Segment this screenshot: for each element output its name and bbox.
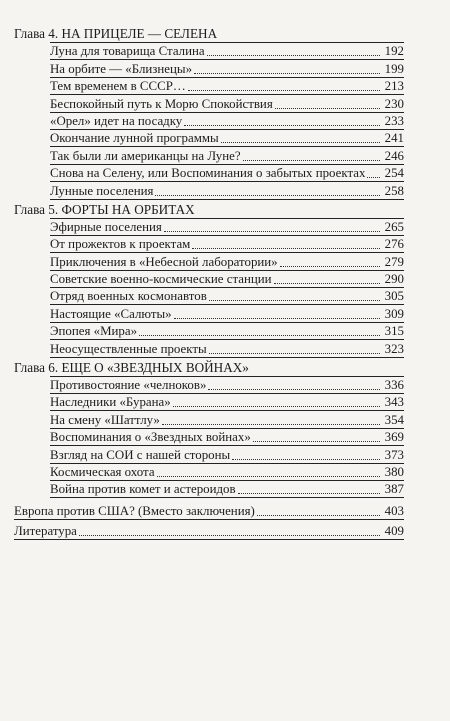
toc-entry: [50, 429, 404, 446]
toc-entry-title: Война против комет и астероидов: [50, 482, 236, 497]
leader-dots: [209, 299, 380, 301]
toc-entry: [50, 340, 404, 357]
chapter-heading: [14, 202, 404, 219]
toc-entry-page: 323: [384, 341, 404, 356]
toc-entry-page: 336: [384, 378, 404, 393]
chapter-entries: [50, 43, 404, 200]
toc-entry: [50, 147, 404, 164]
leader-dots: [173, 405, 380, 407]
leader-dots: [192, 247, 380, 249]
toc-entry-page: 354: [384, 412, 404, 427]
leader-dots: [208, 388, 380, 390]
toc-entry-page: 387: [384, 482, 404, 497]
toc-entry-title: Окончание лунной программы: [50, 131, 219, 146]
leader-dots: [155, 194, 380, 196]
chapter-heading-text: Глава 6. ЕЩЕ О «ЗВЕЗДНЫХ ВОЙНАХ»: [14, 359, 249, 375]
leader-dots: [139, 334, 380, 336]
leader-dots: [243, 159, 380, 161]
toc-entry-page: 265: [384, 219, 404, 234]
leader-dots: [174, 317, 380, 319]
leader-dots: [164, 230, 380, 232]
toc-entry-page: 343: [384, 395, 404, 410]
toc-entry-title: Отряд военных космонавтов: [50, 289, 207, 304]
toc-entry-title: «Орел» идет на посадку: [50, 113, 183, 128]
toc-entry-title: От прожектов к проектам: [50, 237, 191, 252]
toc-entry-page: 233: [384, 113, 404, 128]
toc-entry-page: 403: [384, 503, 404, 518]
toc-entry: [50, 377, 404, 394]
leader-dots: [194, 72, 380, 74]
chapter-entries: [50, 377, 404, 499]
toc-entry-title: Взгляд на СОИ с нашей стороны: [50, 447, 231, 462]
toc-entry-page: 279: [384, 254, 404, 269]
toc-entry-page: 309: [384, 306, 404, 321]
toc-entry-page: 373: [384, 447, 404, 462]
toc-entry-title: Приключения в «Небесной лаборатории»: [50, 254, 278, 269]
toc-entry: [50, 236, 404, 253]
leader-dots: [274, 282, 380, 284]
leader-dots: [188, 89, 380, 91]
toc-entry-title: Литература: [14, 524, 77, 539]
chapter-heading-text: Глава 4. НА ПРИЦЕЛЕ — СЕЛЕНА: [14, 26, 218, 41]
toc-entry: [50, 446, 404, 463]
toc-entry-title: На смену «Шаттлу»: [50, 412, 160, 427]
toc-entry-literature: [14, 523, 404, 540]
toc-entry-page: 305: [384, 289, 404, 304]
toc-entry-page: 246: [384, 148, 404, 163]
leader-dots: [221, 141, 380, 143]
chapter-underline: [50, 376, 404, 377]
toc-entry: [50, 95, 404, 112]
toc-entry-title: Снова на Селену, или Воспоминания о забытых проектах: [50, 166, 366, 181]
toc-entry: [50, 130, 404, 147]
toc-entry-page: 369: [384, 430, 404, 445]
toc-entry-title: Тем временем в СССР…: [50, 79, 186, 94]
leader-dots: [275, 107, 380, 109]
table-of-contents: [14, 26, 404, 540]
toc-entry-page: 276: [384, 237, 404, 252]
leader-dots: [280, 265, 380, 267]
toc-entry-page: 230: [384, 96, 404, 111]
toc-entry-page: 213: [384, 79, 404, 94]
toc-entry: [50, 43, 404, 60]
toc-entry-title: Луна для товарища Сталина: [50, 44, 205, 59]
toc-entry: [50, 323, 404, 340]
leader-dots: [257, 514, 380, 516]
toc-entry-title: Лунные поселения: [50, 183, 154, 198]
leader-dots: [162, 423, 380, 425]
toc-entry-page: 199: [384, 61, 404, 76]
toc-entry-title: На орбите — «Близнецы»: [50, 61, 193, 76]
toc-entry-title: Так были ли американцы на Луне?: [50, 148, 241, 163]
toc-entry-page: 315: [384, 324, 404, 339]
leader-dots: [238, 492, 380, 494]
toc-entry: [50, 253, 404, 270]
toc-entry-page: 192: [384, 44, 404, 59]
toc-entry-title: Европа против США? (Вместо заключения): [14, 503, 255, 518]
chapter-heading: [14, 26, 404, 43]
toc-entry: [50, 271, 404, 288]
toc-entry-page: 290: [384, 272, 404, 287]
leader-dots: [232, 458, 380, 460]
toc-entry-title: Советские военно-космические станции: [50, 272, 272, 287]
leader-dots: [253, 440, 380, 442]
chapter-entries: [50, 219, 404, 358]
chapter-underline: [50, 42, 404, 43]
toc-entry-title: Эпопея «Мира»: [50, 324, 138, 339]
toc-entry-title: Беспокойный путь к Морю Спокойствия: [50, 96, 273, 111]
toc-entry-title: Воспоминания о «Звездных войнах»: [50, 430, 251, 445]
toc-entry-title: Неосуществленные проекты: [50, 341, 207, 356]
toc-entry: [50, 481, 404, 498]
toc-entry: [50, 165, 404, 182]
toc-entry-title: Настоящие «Салюты»: [50, 306, 172, 321]
leader-dots: [209, 352, 380, 354]
toc-entry-title: Наследники «Бурана»: [50, 395, 171, 410]
leader-dots: [367, 176, 380, 178]
toc-entry-conclusion: [14, 502, 404, 519]
toc-entry: [50, 464, 404, 481]
toc-entry: [50, 411, 404, 428]
toc-entry-page: 241: [384, 131, 404, 146]
toc-entry-page: 409: [384, 524, 404, 539]
toc-entry-title: Противостояние «челноков»: [50, 378, 207, 393]
toc-entry: [50, 219, 404, 236]
leader-dots: [184, 124, 380, 126]
toc-entry-page: 254: [384, 166, 404, 181]
toc-entry: [50, 60, 404, 77]
leader-dots: [157, 475, 380, 477]
toc-entry-title: Космическая охота: [50, 464, 155, 479]
leader-dots: [79, 534, 380, 536]
toc-entry: [50, 182, 404, 199]
toc-entry-page: 258: [384, 183, 404, 198]
toc-entry: [50, 288, 404, 305]
chapter-underline: [50, 218, 404, 219]
leader-dots: [207, 54, 380, 56]
toc-entry-page: 380: [384, 464, 404, 479]
toc-entry: [50, 113, 404, 130]
toc-entry: [50, 78, 404, 95]
toc-entry: [50, 305, 404, 322]
toc-entry: [50, 394, 404, 411]
chapter-heading-text: Глава 5. ФОРТЫ НА ОРБИТАХ: [14, 201, 195, 217]
toc-entry-title: Эфирные поселения: [50, 219, 162, 234]
chapter-heading: [14, 360, 404, 377]
